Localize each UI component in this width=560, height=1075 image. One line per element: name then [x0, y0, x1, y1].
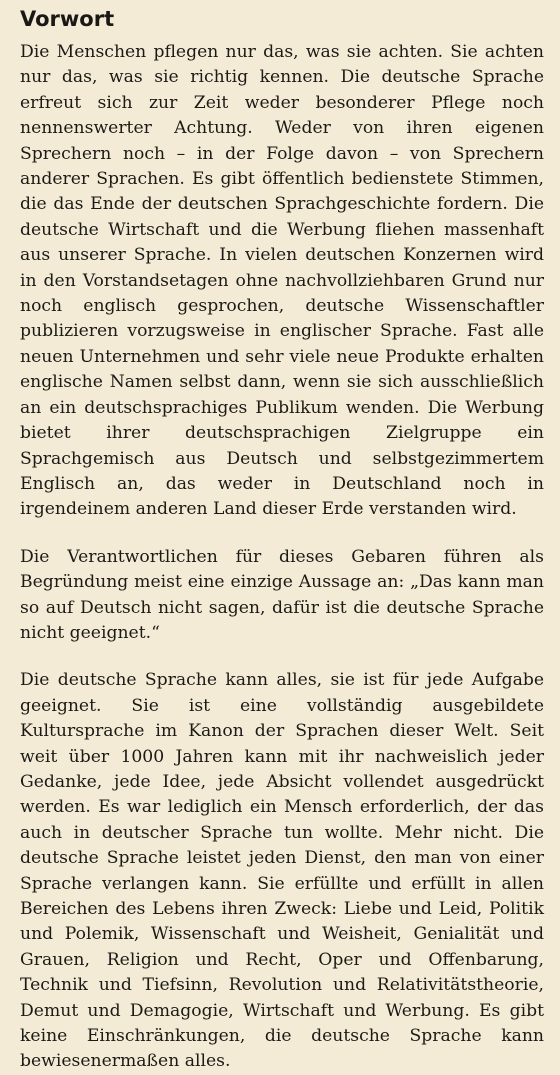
paragraph-spacer — [20, 523, 544, 545]
paragraph-2: Die Verantwortlichen für dieses Gebaren führen als Begründung meist eine einzige Aussage an: „Das kann man so auf Deutsch nicht sagen, dafür ist die deutsche Sprache nicht geeignet.“ — [20, 546, 544, 643]
paragraph-3: Die deutsche Sprache kann alles, sie ist für jede Aufgabe geeignet. Sie ist eine vollständig ausgebildete Kultursprache im Kanon der Sprachen dieser Welt. Seit weit über 1000 Jahren kann mit ihr nachweislich jeder Gedanke, jede Idee, jede Absicht vollendet ausgedrückt werden. Es war lediglich ein Mensch erforderlich, der das auch in deutscher Sprache tun wollte. Mehr nicht. Die deutsche Sprache leistet jeden Dienst, den man von einer Sprache verlangen kann. Sie erfüllte und erfüllt in allen Bereichen des Lebens ihren Zweck: Liebe und Leid, Politik und Polemik, Wissenschaft und Weisheit, Genialität und Grauen, Religion und Recht, Oper und Offenbarung, Technik und Tiefsinn, Revolution und Relativitätstheorie, Demut und Demagogie, Wirtschaft und Werbung. Es gibt keine Einschränkungen, die deutsche Sprache kann bewiesenermaßen alles. — [20, 670, 544, 1072]
paragraph-spacer — [20, 646, 544, 668]
page-title: Vorwort — [20, 7, 115, 31]
paragraph-1: Die Menschen pflegen nur das, was sie achten. Sie achten nur das, was sie richtig kennen. Die deutsche Sprache erfreut sich zur Zeit weder besonderer Pflege noch nennenswerter Achtung. Weder von ihren eigenen Sprechern noch – in der Folge davon – von Sprechern anderer Sprachen. Es gibt öffentlich bedienstete Stimmen, die das Ende der deutschen Sprachgeschichte fordern. Die deutsche Wirtschaft und die Werbung fliehen massenhaft aus unserer Sprache. In vielen deutschen Konzernen wird in den Vorstandsetagen ohne nachvollziehbaren Grund nur noch englisch gesprochen, deutsche Wissenschaftler publizieren vorzugsweise in englischer Sprache. Fast alle neuen Unternehmen und sehr viele neue Produkte erhalten englische Namen selbst dann, wenn sie sich ausschließlich an ein deutschsprachiges Publikum wenden. Die Werbung bietet ihrer deutschsprachigen Zielgruppe ein Sprachgemisch aus Deutsch und selbstgezimmertem Englisch an, das weder in Deutschland noch in irgendeinem anderen Land dieser Erde verstanden wird. — [20, 42, 544, 520]
